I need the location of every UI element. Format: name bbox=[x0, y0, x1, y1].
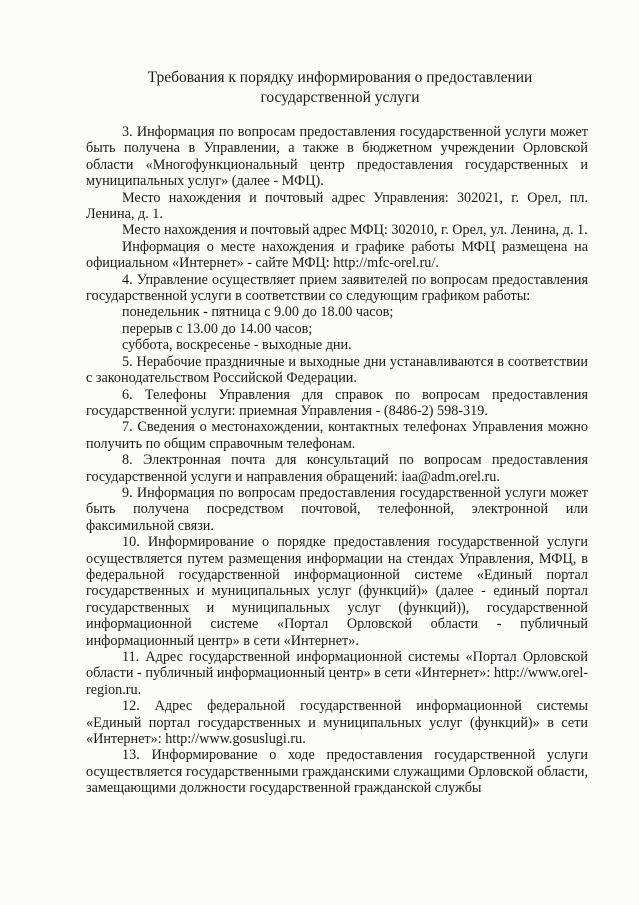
paragraph-4: 4. Управление осуществляет прием заявителей по вопросам предоставления государственной услуги в соответствии со следующим графиком работы: bbox=[86, 271, 588, 305]
paragraph-5: 5. Нерабочие праздничные и выходные дни устанавливаются в соответствии с законодательством Российской Федерации. bbox=[86, 353, 588, 387]
paragraph-mfc-website: Информация о месте нахождения и графике работы МФЦ размещена на официальном «Интернет» - сайте МФЦ: http://mfc-orel.ru/. bbox=[86, 238, 588, 272]
paragraph-11: 11. Адрес государственной информационной системы «Портал Орловской области - публичный информационный центр» в сети «Интернет»: http://www.orel-region.ru. bbox=[86, 649, 588, 698]
paragraph-address-mfc: Место нахождения и почтовый адрес МФЦ: 302010, г. Орел, ул. Ленина, д. 1. bbox=[122, 222, 588, 239]
paragraph-8: 8. Электронная почта для консультаций по вопросам предоставления государственной услуги и направления обращений: iaa@adm.orel.ru. bbox=[86, 452, 588, 485]
schedule-weekdays: понедельник - пятница с 9.00 до 18.00 часов; bbox=[122, 304, 394, 321]
title-line-2: государственной услуги bbox=[260, 89, 420, 106]
paragraph-7: 7. Сведения о местонахождении, контактных телефонах Управления можно получить по общим справочным телефонам. bbox=[86, 419, 588, 452]
paragraph-address-office: Место нахождения и почтовый адрес Управления: 302021, г. Орел, пл. Ленина, д. 1. bbox=[86, 189, 588, 223]
paragraph-10: 10. Информирование о порядке предоставления государственной услуги осуществляется путем размещения информации на стендах Управления, МФЦ, в федеральной государственной информационной системе «Единый портал государственных и муниципальных услуг (функций)» (далее - единый портал государственных и муниципальных услуг (функций)), государственной информационной системе «Портал Орловской области - публичный информационный центр» в сети «Интернет». bbox=[86, 534, 588, 649]
title-line-1: Требования к порядку информирования о предоставлении bbox=[147, 69, 533, 86]
paragraph-6: 6. Телефоны Управления для справок по вопросам предоставления государственной услуги: приемная Управления - (8486-2) 598-319. bbox=[86, 386, 588, 419]
paragraph-3: 3. Информация по вопросам предоставления государственной услуги может быть получена в Управлении, а также в бюджетном учреждении Орловской области «Многофункциональный центр предоставления государственных и муниципальных услуг» (далее - МФЦ). bbox=[86, 124, 588, 190]
schedule-weekend: суббота, воскресенье - выходные дни. bbox=[122, 337, 352, 354]
paragraph-9: 9. Информация по вопросам предоставления государственной услуги может быть получена посредством почтовой, телефонной, электронной или факсимильной связи. bbox=[86, 484, 588, 534]
document-title bbox=[60, 68, 620, 108]
paragraph-12: 12. Адрес федеральной государственной информационной системы «Единый портал государственных и муниципальных услуг (функций)» в сети «Интернет»: http://www.gosuslugi.ru. bbox=[86, 698, 588, 748]
schedule-break: перерыв с 13.00 до 14.00 часов; bbox=[122, 320, 313, 337]
document-body bbox=[86, 124, 588, 797]
paragraph-13: 13. Информирование о ходе предоставления государственной услуги осуществляется государственными гражданскими служащими Орловской области, замещающими должности государственной гражданской службы bbox=[86, 747, 588, 797]
